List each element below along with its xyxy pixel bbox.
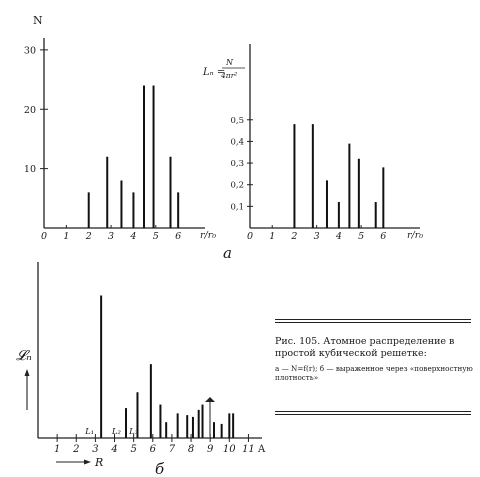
annotation-label: L₃ [129, 427, 139, 437]
y-tick-label: 0,1 [230, 202, 244, 213]
y-axis-label: Lₙ = [203, 67, 226, 78]
x-tick-label: 4 [111, 444, 118, 455]
y-tick-label: 30 [23, 45, 36, 57]
caption-title: Рис. 105. Атомное распределение в простой кубической решетке: [275, 336, 455, 359]
y-tick-label: 10 [23, 164, 36, 176]
x-tick-label: 5 [358, 231, 365, 242]
x-tick-label: 0 [246, 231, 254, 242]
x-tick-label: 6 [175, 231, 182, 242]
figure-caption [275, 336, 473, 382]
x-tick-label: 11 [242, 444, 255, 455]
y-tick-label: 0,4 [230, 137, 244, 148]
caption-legend: а — N=f(r); б — выраженное через «поверхностную плотность» [275, 364, 473, 382]
x-axis-arrowhead [84, 460, 91, 465]
bars [294, 124, 383, 228]
annotation-label: L₁ [85, 427, 95, 437]
x-axis-label: R [95, 456, 104, 469]
chart-a-left [24, 14, 216, 242]
x-tick-label: 3 [108, 231, 115, 242]
caption-rule-bottom-2 [275, 414, 471, 415]
x-tick-label: 3 [92, 444, 99, 455]
panel-label-a: а [223, 244, 232, 262]
annotations [84, 427, 139, 437]
chart-a-right [202, 44, 423, 242]
x-tick-label: 6 [149, 444, 156, 455]
x-tick-label: 9 [206, 444, 214, 455]
x-tick-label: 1 [269, 231, 276, 242]
annotation-label: L₂ [111, 427, 121, 437]
x-tick-label: 4 [130, 231, 137, 242]
chart-b [16, 262, 266, 469]
caption-rule-top-2 [275, 322, 471, 323]
x-tick-label: 7 [168, 444, 176, 455]
y-axis-label: N [33, 14, 43, 27]
x-tick-label: 0 [40, 231, 48, 242]
caption-rule-bottom [275, 411, 471, 412]
x-tick-label: 5 [152, 231, 159, 242]
y-tick-label: 0,2 [230, 180, 244, 191]
x-tick-label: 2 [85, 231, 92, 242]
x-tick-label: 10 [222, 444, 236, 455]
bars [89, 86, 178, 229]
y-axis-arrowhead [25, 369, 30, 376]
x-tick-label: 6 [380, 231, 387, 242]
x-axis-label: r/r₀ [200, 230, 217, 241]
marker-icon [205, 397, 215, 402]
x-tick-label: 8 [187, 444, 195, 455]
bars [101, 295, 233, 438]
x-tick-label: 1 [53, 444, 61, 455]
y-tick-label: 20 [23, 104, 36, 116]
x-tick-label: 2 [291, 231, 298, 242]
x-tick-label: 2 [73, 444, 80, 455]
x-axis-unit: A [258, 444, 266, 455]
y-axis-label-group [202, 58, 245, 80]
y-axis-label-numerator: N [226, 58, 233, 67]
x-ticks [54, 434, 255, 455]
x-tick-label: 5 [130, 444, 137, 455]
caption-rule-top [275, 319, 471, 320]
y-axis-label-denominator: 4πr² [221, 71, 238, 80]
y-tick-label: 0,3 [230, 159, 244, 170]
y-axis-label: 𝓛ₙ [16, 348, 32, 364]
y-tick-label: 0,5 [230, 115, 244, 126]
x-tick-label: 3 [313, 231, 320, 242]
panel-label-b: б [155, 460, 165, 477]
x-tick-label: 1 [63, 231, 70, 242]
x-axis-label: r/r₀ [407, 230, 424, 241]
x-tick-label: 4 [335, 231, 342, 242]
